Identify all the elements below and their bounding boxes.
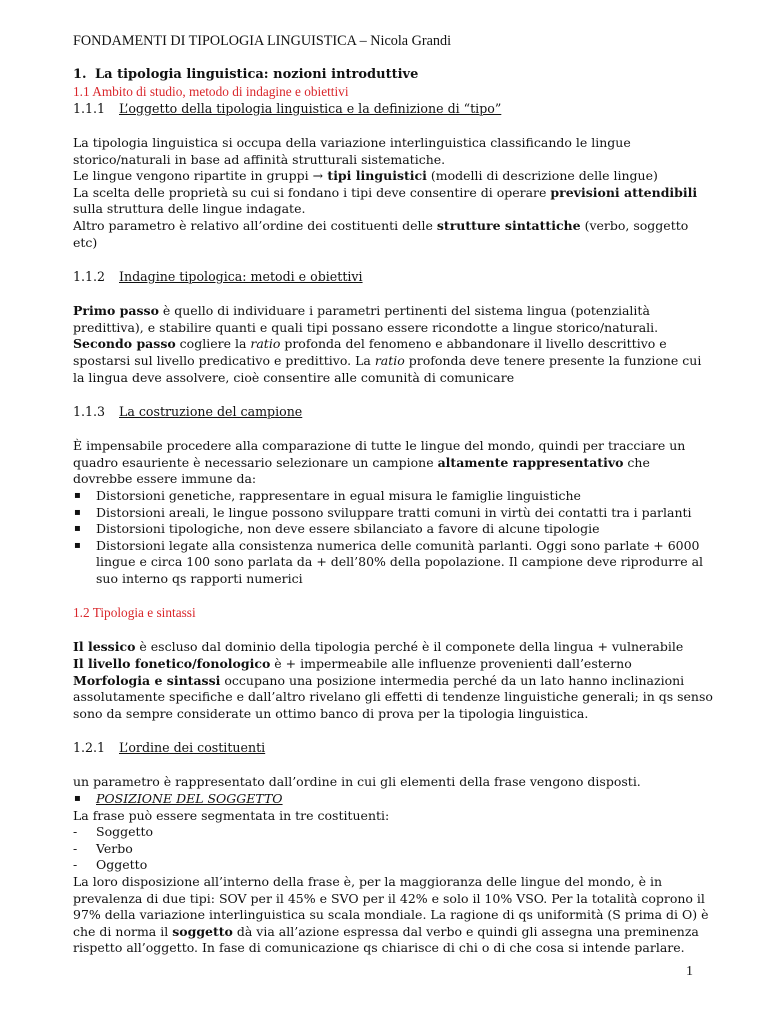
paragraph-1-1-3-a: [73, 438, 713, 488]
paragraph-1-1-2-a: [73, 303, 713, 336]
text-span: sulla struttura delle lingue indagate.: [73, 201, 306, 217]
section-1-number: 1.: [73, 67, 87, 82]
text-span: dà via all’azione espressa dal verbo e quindi gli assegna una preminenza rispetto all’oggetto. In fase di comunicazione qs chiarisce di chi o di che cosa si intende parlare.: [73, 923, 699, 956]
bold-span: Secondo passo: [73, 336, 176, 352]
section-1-1-1-number: 1.1.1: [73, 101, 106, 116]
bold-span: soggetto: [172, 923, 233, 939]
dash-bullet-icon: -: [73, 857, 78, 873]
text-span: È impensabile procedere alla comparazione di tutte le lingue del mondo, quindi per tracciare un quadro esauriente è necessario selezionare un campione: [73, 438, 686, 470]
paragraph-1-1-1-d: [73, 218, 713, 251]
list-item: [73, 791, 713, 808]
list-item-text: Distorsioni areali, le lingue possono sviluppare tratti comuni in virtù dei contatti tra i parlanti: [96, 504, 692, 520]
list-item-text: Distorsioni legate alla consistenza numerica delle comunità parlanti. Oggi sono parlate + 6000 lingue e circa 100 sono parlata da + dell’80% della popolazione. Il campione deve riprodurre al suo interno qs rapporti numerici: [96, 537, 704, 586]
paragraph-1-1-1-b: [73, 168, 713, 185]
square-bullet-icon: ▪: [74, 489, 81, 501]
text-span: è quello di individuare i parametri pertinenti del sistema lingua (potenzialità predittiva), e stabilire quanti e quali tipi possano essere ricondotte a lingue storico/naturali.: [73, 303, 659, 335]
paragraph-1-2-1-a: un parametro è rappresentato dall’ordine in cui gli elementi della frase vengono disposti.: [73, 774, 641, 790]
text-span: La loro disposizione all’interno della frase è, per la maggioranza delle lingue del mondo, è in prevalenza di due tipi: SOV per il 45% e SVO per il 42% e solo il 10% VSO. Per la totalità coprono il 97% della variazione interlinguistica su scala mondiale. La ragione di qs uniformità (S prima di O) è che di norma il: [73, 874, 709, 939]
section-1-2-1-heading: [73, 739, 713, 756]
list-item: [73, 505, 713, 522]
square-bullet-icon: ▪: [74, 539, 81, 551]
section-1-1-3-heading: [73, 403, 713, 420]
list-item-text: POSIZIONE DEL SOGGETTO: [96, 791, 283, 807]
bold-span: Primo passo: [73, 303, 159, 319]
square-bullet-icon: ▪: [74, 793, 81, 805]
text-span: (verbo, soggetto etc): [73, 217, 689, 250]
paragraph-1-2-b: [73, 656, 713, 673]
section-1-1-1-title: L’oggetto della tipologia linguistica e la definizione di “tipo”: [119, 101, 502, 116]
document-header: FONDAMENTI DI TIPOLOGIA LINGUISTICA – Nicola Grandi: [73, 33, 452, 49]
section-1-2-1-number: 1.2.1: [73, 740, 106, 756]
text-span: profonda deve tenere presente la funzione cui la lingua deve assolvere, cioè consentire alle comunità di comunicare: [73, 352, 702, 385]
distortion-list: [73, 488, 713, 588]
paragraph-1-2-a: [73, 639, 713, 656]
text-span: Le lingue vengono ripartite in gruppi: [73, 168, 313, 184]
list-item: [73, 857, 713, 874]
list-item: [73, 824, 713, 841]
document-page: [73, 32, 713, 957]
text-span: La scelta delle proprietà su cui si fondano i tipi deve consentire di operare: [73, 184, 551, 200]
list-item: [73, 538, 713, 588]
section-1-2-1-title: L’ordine dei costituenti: [119, 740, 266, 756]
text-span: cogliere la: [175, 336, 251, 352]
dash-bullet-icon: -: [73, 840, 78, 856]
list-item-text: Verbo: [96, 840, 133, 856]
bold-span: Il lessico: [73, 639, 136, 655]
bold-span: previsioni attendibili: [550, 184, 698, 200]
italic-span: ratio: [250, 336, 281, 352]
square-bullet-icon: ▪: [74, 506, 81, 518]
dash-bullet-icon: -: [73, 824, 78, 840]
bold-span: strutture sintattiche: [436, 217, 581, 233]
list-item: [73, 521, 713, 538]
section-1-1-3-title: La costruzione del campione: [119, 404, 303, 420]
paragraph-1-2-c: [73, 673, 713, 723]
text-span: occupano una posizione intermedia perché da un lato hanno inclinazioni assolutamente specifiche e dall’altro rivelano gli effetti di tendenze linguistiche generali; in qs senso sono da sempre considerate un ottimo banco di prova per la tipologia linguistica.: [73, 672, 713, 721]
text-span: Altro parametro è relativo all’ordine dei costituenti delle: [73, 217, 437, 233]
paragraph-1-1-2-b: [73, 336, 713, 386]
section-1-title: La tipologia linguistica: nozioni introduttive: [95, 67, 419, 82]
section-1-1-1-heading: [73, 100, 713, 117]
bold-span: Morfologia e sintassi: [73, 672, 221, 688]
square-bullet-icon: ▪: [74, 523, 81, 535]
italic-span: ratio: [374, 352, 405, 368]
paragraph-1-1-1-c: [73, 185, 713, 218]
page-number: 1: [686, 964, 693, 979]
section-1-1-heading: 1.1 Ambito di studio, metodo di indagine e obiettivi: [73, 84, 349, 99]
text-span: (modelli di descrizione delle lingue): [426, 168, 658, 184]
text-span: che dovrebbe essere immune da:: [73, 454, 650, 487]
section-1-1-2-number: 1.1.2: [73, 269, 106, 285]
text-span: profonda del fenomeno e abbandonare il livello descrittivo e spostarsi sul livello predicativo e predittivo. La: [73, 336, 667, 368]
arrow-right-icon: →: [312, 168, 324, 184]
list-item: [73, 488, 713, 505]
list-item-text: Distorsioni genetiche, rappresentare in egual misura le famiglie linguistiche: [96, 487, 581, 503]
bold-span: tipi linguistici: [323, 168, 427, 184]
paragraph-1-1-1-a: La tipologia linguistica si occupa della variazione interlinguistica classificando le lingue storico/naturali in base ad affinità strutturali sistematiche.: [73, 135, 631, 167]
list-item-text: Distorsioni tipologiche, non deve essere sbilanciato a favore di alcune tipologie: [96, 521, 600, 537]
list-item-text: Oggetto: [96, 857, 148, 873]
list-item-text: Soggetto: [96, 824, 154, 840]
subject-position-list: [73, 791, 713, 808]
text-span: è escluso dal dominio della tipologia perché è il componete della lingua + vulnerabile: [135, 639, 684, 655]
paragraph-1-2-1-c: [73, 874, 713, 957]
section-1-1-2-heading: [73, 268, 713, 285]
section-1-2-heading: 1.2 Tipologia e sintassi: [73, 605, 196, 621]
bold-span: Il livello fonetico/fonologico: [73, 656, 271, 672]
section-1-1-3-number: 1.1.3: [73, 404, 106, 420]
bold-span: altamente rappresentativo: [437, 454, 624, 470]
list-item: [73, 841, 713, 858]
paragraph-1-2-1-b: La frase può essere segmentata in tre costituenti:: [73, 807, 390, 823]
section-1-heading: [73, 66, 713, 83]
section-1-1-2-title: Indagine tipologica: metodi e obiettivi: [119, 269, 363, 285]
text-span: è + impermeabile alle influenze provenienti dall’esterno: [270, 656, 632, 672]
constituents-list: [73, 824, 713, 874]
